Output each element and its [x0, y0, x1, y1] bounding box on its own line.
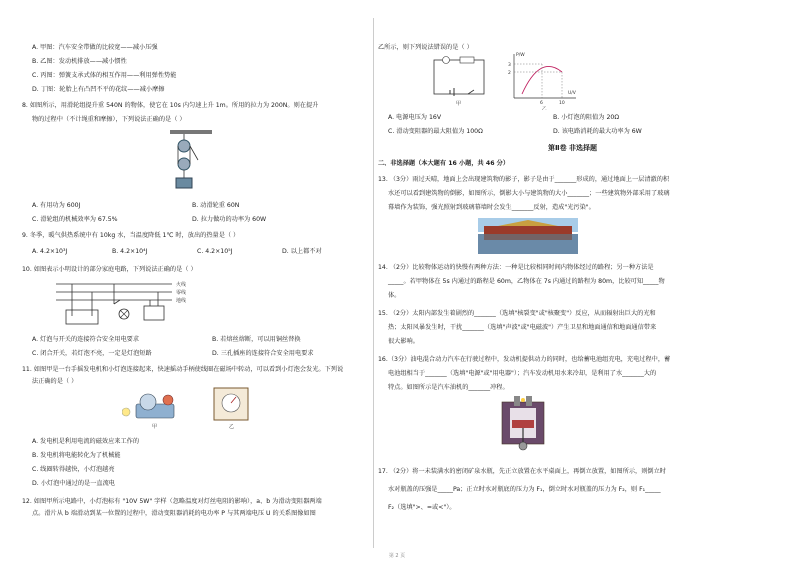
y-tick-2: 2	[508, 71, 511, 76]
three-pin-socket-icon	[144, 306, 164, 320]
q17-line2: 水对瓶盖的压强是_____Pa；正立时水对瓶底的压力为 F₁，倒立时水对瓶盖的压力为 F₂，则 F₁_____	[388, 486, 661, 493]
reflection-photo	[478, 218, 578, 254]
q12-option-d: D. 该电路消耗的最大功率为 6W	[553, 128, 642, 135]
q9-option-c: C. 4.2×10⁵J	[197, 248, 233, 255]
q17-line1: 17. （2分）将一未装满水的密闭矿泉水瓶，先正立放置在水平桌面上，再倒立放置，如图所示，则倒立时	[378, 468, 666, 475]
rheostat-symbol	[460, 57, 474, 63]
household-circuit-figure	[52, 276, 202, 330]
q9-option-a: A. 4.2×10³J	[32, 248, 68, 255]
q8-stem-line2: 物的过程中（不计绳重和摩擦），下列说法正确的是（ ）	[32, 116, 186, 123]
q8-option-b: B. 动滑轮重 60N	[192, 202, 240, 209]
page-footer: 第 2 页	[388, 553, 406, 559]
x-axis-label: U/V	[568, 91, 576, 96]
q12-option-a: A. 电源电压为 16V	[388, 114, 442, 121]
engine-cylinder-figure	[496, 394, 550, 452]
q10-stem: 10. 如图表示小明设计的部分家庭电路，下列说法正确的是（ ）	[22, 266, 197, 273]
q11-option-a: A. 发电机是利用电流的磁效应来工作的	[32, 438, 140, 445]
generator-figure	[122, 386, 262, 430]
x-tick-6: 6	[540, 101, 543, 106]
q13-line2: 水还可以看到建筑物的倒影，如图所示，倒影大小与建筑物的大小_______；一些建筑物外部采用了玻璃	[388, 190, 670, 197]
neutral-wire-label: 零线	[176, 290, 187, 296]
q7-option-c: C. 丙图：弹簧支承式体的相互作用——利用弹性势能	[32, 72, 177, 79]
q14-line2: _____。若甲物体在 5s 内通过的路程是 60m，乙物体在 7s 内通过的路程为 80m，比较可知_____物	[388, 278, 665, 285]
graph-fig-label: 乙	[542, 107, 547, 110]
ceiling-beam	[170, 130, 212, 134]
piston-icon	[512, 420, 534, 428]
q9-stem: 9. 冬季，暖气供热系统中有 10kg 水，当温度降低 1℃ 时，放出的热量是（ ）	[22, 232, 240, 239]
lamp-symbol-icon	[443, 57, 450, 64]
q13-line3: 幕墙作为装饰，强光照射到玻璃幕墙时会发生_______反射，造成"光污染"。	[388, 204, 595, 211]
q11-option-b: B. 发电机将电能转化为了机械能	[32, 452, 121, 459]
hand-crank-icon	[140, 394, 156, 410]
q8-option-a: A. 有用功为 600J	[32, 202, 81, 209]
q11-stem-line2: 法正确的是（ ）	[32, 378, 78, 385]
q10-option-c: C. 闭合开关，若灯泡不亮，一定是灯泡短路	[32, 350, 152, 357]
q8-option-d: D. 拉力做功的功率为 60W	[192, 216, 267, 223]
column-divider	[373, 18, 374, 548]
q8-stem-line1: 8. 如图所示，用滑轮组提升重 540N 的物体，使它在 10s 内匀速上升 1m。所用的拉力为 200N。则在提升	[22, 102, 319, 109]
figure-b-label: 乙	[229, 424, 235, 430]
x-tick-10: 10	[559, 101, 565, 106]
magnet-icon	[163, 395, 173, 405]
ground-wire-label: 地线	[176, 298, 187, 304]
q10-option-d: D. 三孔插座的连接符合安全用电要求	[212, 350, 314, 357]
q7-option-a: A. 甲图：汽车安全带做的比较宽——减小压强	[32, 44, 158, 51]
q16-line3: 特点。如图所示是汽车油机的_______冲程。	[388, 384, 509, 391]
y-axis-label: P/W	[516, 53, 525, 58]
pulley-figure	[162, 128, 222, 192]
intake-valve-icon	[514, 396, 520, 406]
fixed-pulley	[178, 140, 190, 152]
weight-block	[176, 178, 192, 188]
fuse-box	[66, 310, 98, 324]
reflection-icon	[484, 234, 572, 240]
q14-line1: 14. （2分）比较物体运动的快慢有两种方法：一种是比较相同时间内物体经过的路程；另一种方法是	[378, 264, 654, 271]
q16-line1: 16.（3分）油电混合动力汽车在行驶过程中，发动机提供动力的同时，也给蓄电池组充电，充电过程中，蓄	[378, 356, 671, 363]
q8-option-c: C. 滑轮组的机械效率为 67.5%	[32, 216, 118, 223]
q14-line3: 体。	[388, 292, 401, 299]
q15-line2: 热；太阳风暴发生时，干扰_______（选填"声波"或"电磁波"）产生卫星和地面通信和地面通信带来	[388, 324, 657, 331]
q12-stem-line1: 12. 如图甲所示电路中，小灯泡标有 "10V 5W" 字样（忽略温度对灯丝电阻的影响），a、b 为滑动变阻器两端	[22, 498, 322, 505]
q9-option-d: D. 以上都不对	[282, 248, 322, 255]
q12-stem-cont: 乙所示，则下列说法错误的是（ ）	[378, 44, 473, 51]
exhaust-valve-icon	[526, 396, 532, 406]
switch-icon	[114, 300, 120, 304]
switch-symbol	[468, 90, 474, 94]
crankshaft-icon	[519, 442, 527, 450]
y-tick-3: 3	[508, 63, 511, 68]
q12-option-b: B. 小灯泡的阻值为 20Ω	[553, 114, 620, 121]
q16-line2: 电池组相当于_______（选填"电源"或"用电器"）；汽车发动机用水来冷却，是利用了水_______大的	[388, 370, 657, 377]
building-icon	[484, 226, 572, 234]
q7-option-b: B. 乙图：发动机排放——减小惯性	[32, 58, 127, 65]
q15-line1: 15. （2分）太阳内部发生着剧烈的_______（选填"核裂变"或"核聚变"）反应，从而辐射出巨大的光和	[378, 310, 656, 317]
q7-option-d: D. 丁图：轮胎上有凸凹不平的花纹——减小摩擦	[32, 86, 165, 93]
q9-option-b: B. 4.2×10⁴J	[112, 248, 148, 255]
q12-stem-line2: 点。滑片从 b 端滑动到某一位置的过程中，滑动变阻器消耗的电功率 P 与其两端电压 U 的关系图像如图	[32, 510, 316, 517]
q11-option-d: D. 小灯泡中通过的是一直流电	[32, 480, 115, 487]
q13-line1: 13. （3分）雨过天晴，地面上会出现建筑物的影子，影子是由于_______形成的，通过地面上一层清澈的积	[378, 176, 670, 183]
spark-plug-icon	[521, 398, 525, 402]
q17-line3: F₂（选填">、=或<"）。	[388, 504, 456, 511]
circuit-fig-label: 甲	[456, 101, 462, 107]
q10-option-b: B. 若熔丝熔断，可以用铜丝替换	[212, 336, 301, 343]
circuit-diagram-figure	[430, 54, 492, 108]
movable-pulley	[178, 158, 190, 170]
q12-option-c: C. 滑动变阻器的最大阻值为 100Ω	[388, 128, 483, 135]
part2-subtitle: 二、非选择题（本大题有 16 小题，共 46 分）	[378, 160, 510, 167]
q15-line3: 很大影响。	[388, 338, 419, 345]
power-voltage-graph	[502, 50, 582, 110]
q11-stem-line1: 11. 如图甲是一台手摇发电机和小灯泡连接起来，快速摇动手柄使线圈在磁场中转动，可以看到小灯泡会发光。下列说	[22, 366, 344, 373]
q10-option-a: A. 灯泡与开关的连接符合安全用电要求	[32, 336, 140, 343]
part2-title: 第Ⅱ卷 非选择题	[548, 144, 598, 152]
figure-a-label: 甲	[152, 424, 158, 430]
live-wire-label: 火线	[176, 282, 187, 288]
q11-option-c: C. 线圈转得越快，小灯泡越亮	[32, 466, 115, 473]
bulb-icon	[122, 408, 130, 416]
